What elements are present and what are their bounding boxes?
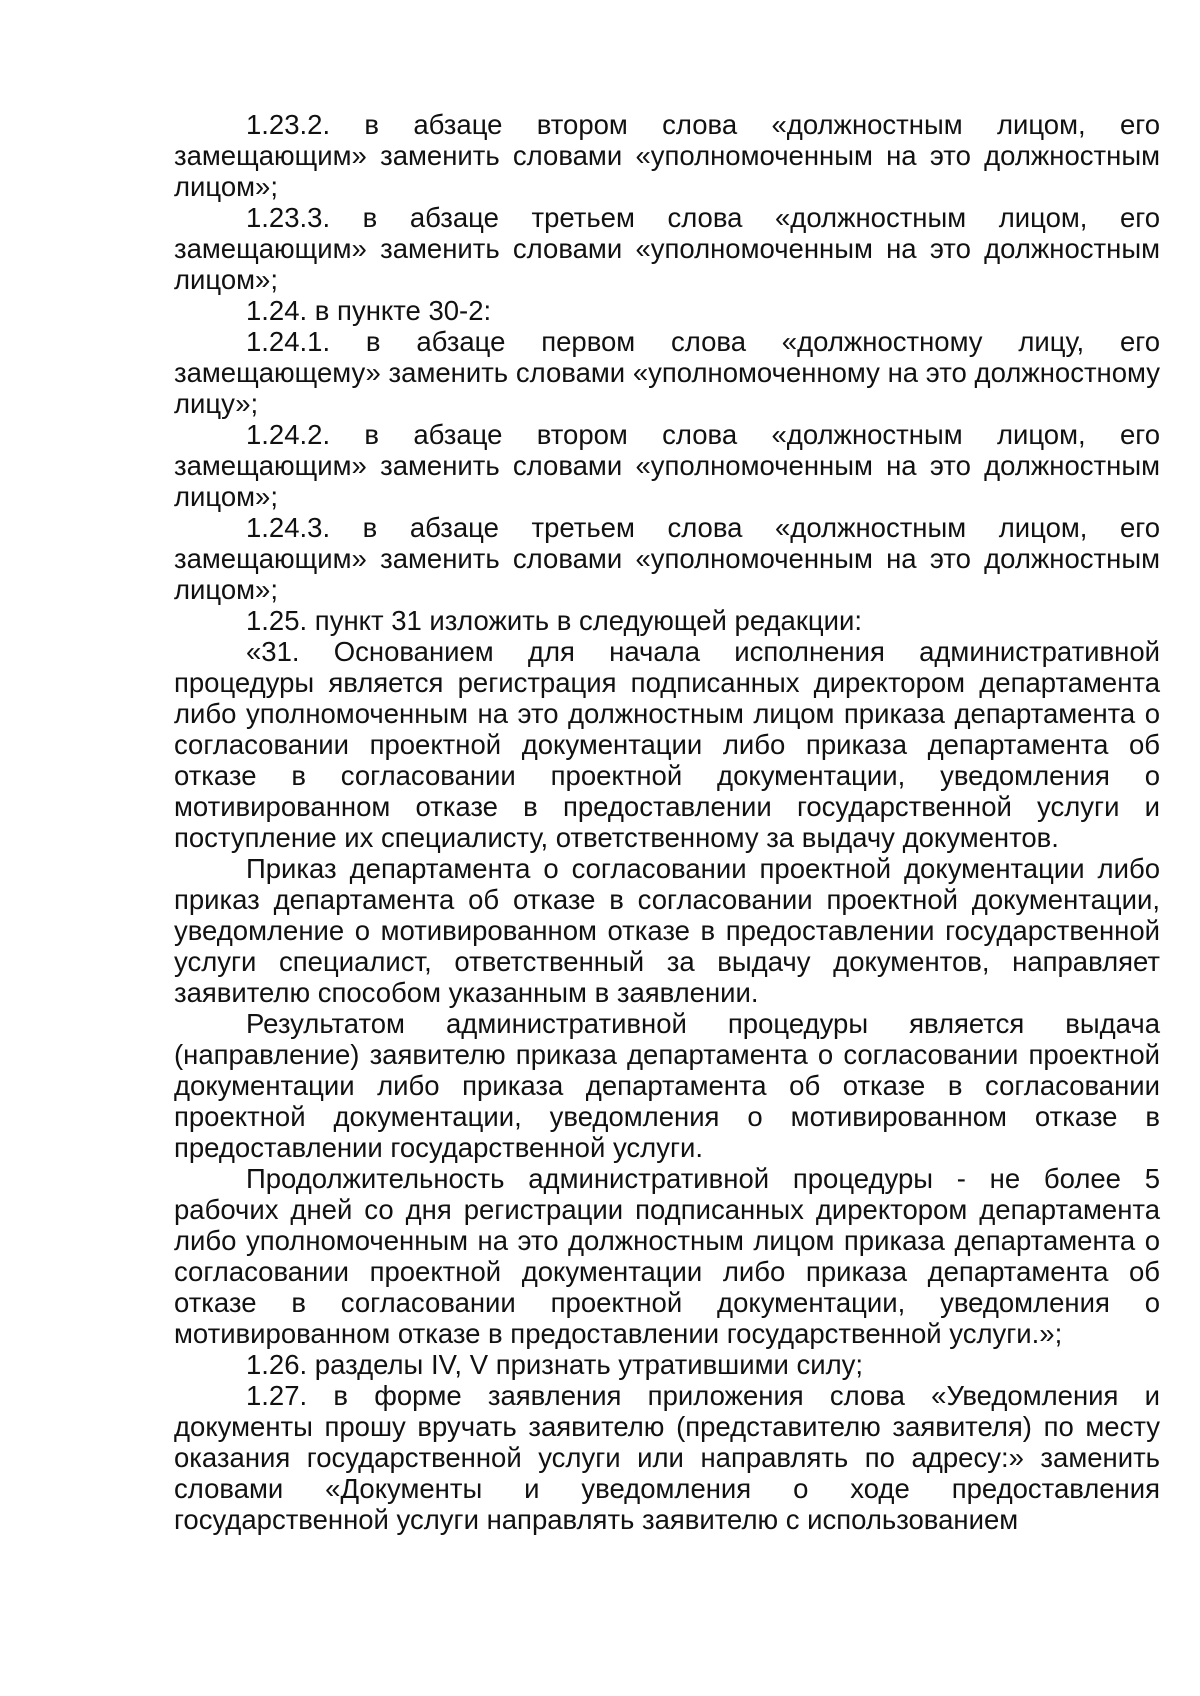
paragraph-31-result: Результатом административной процедуры является выдача (направление) заявителю приказа департамента о согласовании проектной документации либо приказа департамента об отказе в согласовании проектной документации, уведомления о мотивированном отказе в предоставлении государственной услуги. xyxy=(174,1008,1160,1163)
paragraph-1-25: 1.25. пункт 31 изложить в следующей редакции: xyxy=(246,605,862,636)
paragraph-1-23-2: 1.23.2. в абзаце втором слова «должностным лицом, его замещающим» заменить словами «уполномоченным на это должностным лицом»; xyxy=(174,109,1160,202)
paragraph-1-26: 1.26. разделы IV, V признать утратившими силу; xyxy=(246,1349,864,1380)
paragraph-1-24-1: 1.24.1. в абзаце первом слова «должностному лицу, его замещающему» заменить словами «уполномоченному на это должностному лицу»; xyxy=(174,326,1160,419)
paragraph-31-order: Приказ департамента о согласовании проектной документации либо приказ департамента об отказе в согласовании проектной документации, уведомление о мотивированном отказе в предоставлении государственной услуги специалист, ответственный за выдачу документов, направляет заявителю способом указанным в заявлении. xyxy=(174,853,1160,1008)
document-page xyxy=(174,109,1160,1535)
paragraph-31-basis: «31. Основанием для начала исполнения административной процедуры является регистрация подписанных директором департамента либо уполномоченным на это должностным лицом приказа департамента о согласовании проектной документации либо приказа департамента об отказе в согласовании проектной документации, уведомления о мотивированном отказе в предоставлении государственной услуги и поступление их специалисту, ответственному за выдачу документов. xyxy=(174,636,1160,853)
paragraph-31-duration: Продолжительность административной процедуры - не более 5 рабочих дней со дня регистрации подписанных директором департамента либо уполномоченным на это должностным лицом приказа департамента о согласовании проектной документации либо приказа департамента об отказе в согласовании проектной документации, уведомления о мотивированном отказе в предоставлении государственной услуги.»; xyxy=(174,1163,1160,1349)
paragraph-1-23-3: 1.23.3. в абзаце третьем слова «должностным лицом, его замещающим» заменить словами «уполномоченным на это должностным лицом»; xyxy=(174,202,1160,295)
paragraph-1-24-2: 1.24.2. в абзаце втором слова «должностным лицом, его замещающим» заменить словами «уполномоченным на это должностным лицом»; xyxy=(174,419,1160,512)
paragraph-1-24: 1.24. в пункте 30-2: xyxy=(246,295,492,326)
paragraph-1-27: 1.27. в форме заявления приложения слова «Уведомления и документы прошу вручать заявителю (представителю заявителя) по месту оказания государственной услуги или направлять по адресу:» заменить словами «Документы и уведомления о ходе предоставления государственной услуги направлять заявителю с использованием xyxy=(174,1380,1160,1535)
paragraph-1-24-3: 1.24.3. в абзаце третьем слова «должностным лицом, его замещающим» заменить словами «уполномоченным на это должностным лицом»; xyxy=(174,512,1160,605)
